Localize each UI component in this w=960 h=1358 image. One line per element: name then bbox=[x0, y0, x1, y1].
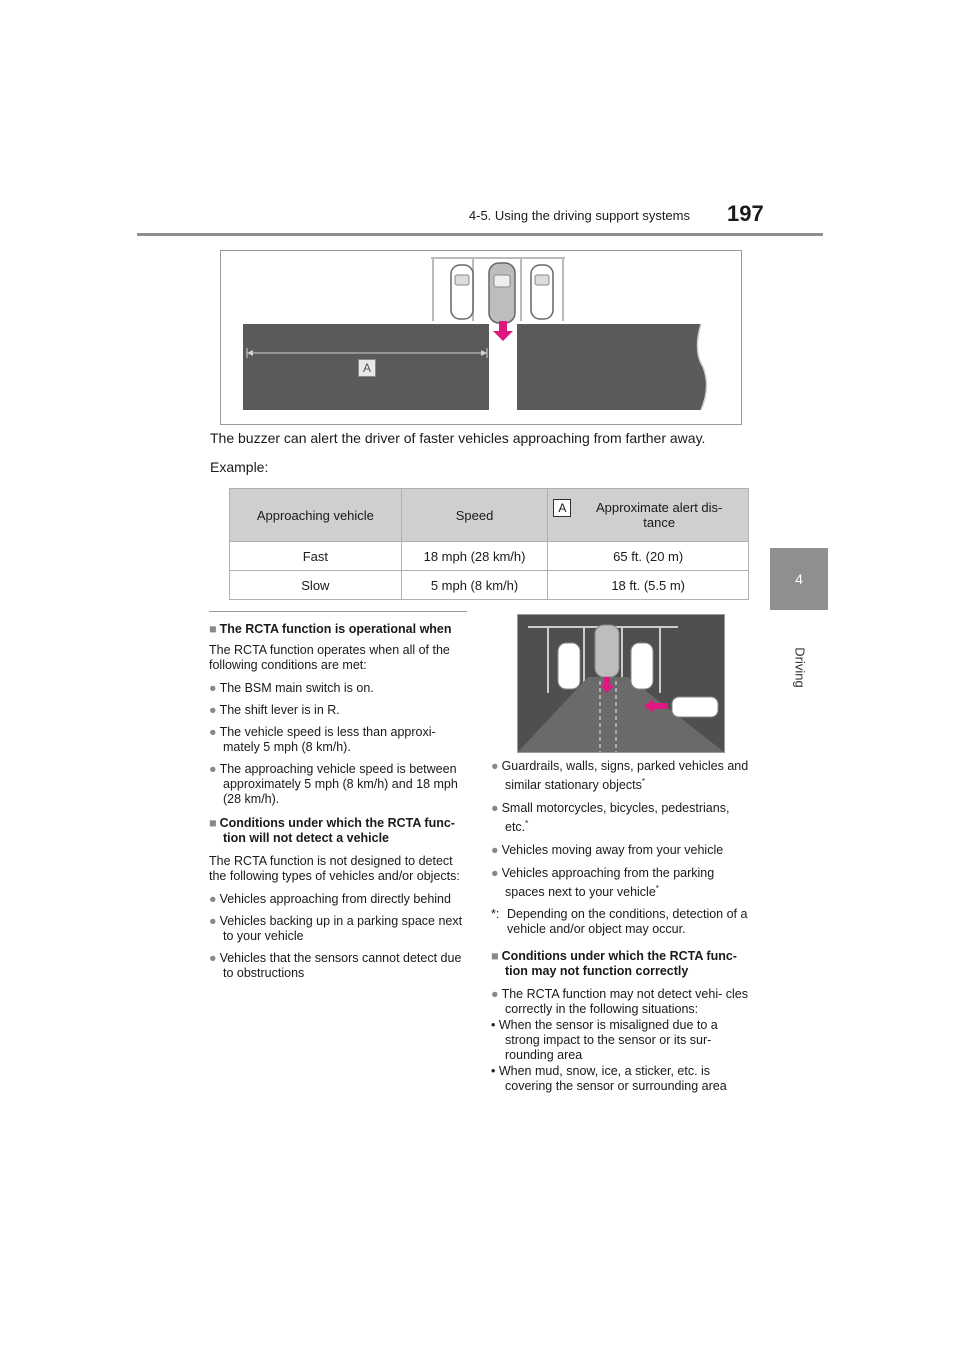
paragraph: The RCTA function is not designed to detect the following types of vehicles and/or objects: bbox=[209, 854, 460, 883]
parked-car-left bbox=[451, 265, 473, 319]
right-column bbox=[491, 759, 753, 1094]
rcta-illustration bbox=[518, 615, 724, 752]
section-heading: ■ Conditions under which the RCTA func- tion may not function correctly bbox=[491, 949, 753, 979]
header-rule bbox=[137, 233, 823, 236]
section-heading: ■ Conditions under which the RCTA func- tion will not detect a vehicle bbox=[209, 816, 469, 846]
parking-lot-illustration bbox=[221, 251, 741, 424]
own-car bbox=[595, 625, 619, 677]
table-row bbox=[230, 542, 749, 571]
table-header bbox=[548, 489, 749, 542]
list-item: ● Vehicles moving away from your vehicle bbox=[491, 843, 753, 858]
parked-car-right bbox=[531, 265, 553, 319]
page-number: 197 bbox=[727, 201, 764, 226]
list-item: ● Small motorcycles, bicycles, pedestrians, etc.* bbox=[491, 801, 753, 835]
list-item: ● The vehicle speed is less than approxi- mately 5 mph (8 km/h). bbox=[209, 725, 469, 755]
table-cell: Fast bbox=[230, 542, 402, 571]
paragraph: The RCTA function operates when all of the following conditions are met: bbox=[209, 643, 450, 672]
list-item: ● The RCTA function may not detect vehi- cles correctly in the following situations: bbox=[491, 987, 753, 1017]
header-text: Approximate alert dis- tance bbox=[595, 500, 723, 530]
rcta-range-figure bbox=[220, 250, 742, 425]
callout-a-label: A bbox=[553, 499, 571, 517]
backing-arrow bbox=[493, 321, 513, 341]
table-cell: 18 ft. (5.5 m) bbox=[548, 571, 749, 600]
table-cell: 5 mph (8 km/h) bbox=[401, 571, 548, 600]
chapter-label: Driving bbox=[792, 647, 808, 688]
list-item: ● Vehicles that the sensors cannot detect due to obstructions bbox=[209, 951, 469, 981]
table-cell: Slow bbox=[230, 571, 402, 600]
list-item: ● Vehicles approaching from directly behind bbox=[209, 892, 469, 907]
example-label: Example: bbox=[210, 459, 269, 475]
parked-car-right bbox=[631, 643, 653, 689]
parked-car-left bbox=[558, 643, 580, 689]
table-cell: 18 mph (28 km/h) bbox=[401, 542, 548, 571]
rcta-zone-figure bbox=[517, 614, 725, 753]
section-rule bbox=[209, 611, 467, 612]
section-heading: ■ The RCTA function is operational when bbox=[209, 622, 469, 637]
table-row bbox=[230, 571, 749, 600]
dash-item: • When the sensor is misaligned due to a strong impact to the sensor or its sur- rounding area bbox=[491, 1018, 718, 1063]
footnote: *: Depending on the conditions, detection of a vehicle and/or object may occur. bbox=[491, 907, 748, 937]
section-title: 4-5. Using the driving support systems bbox=[468, 208, 690, 223]
alert-distance-table bbox=[229, 488, 749, 600]
dash-item: • When mud, snow, ice, a sticker, etc. is covering the sensor or surrounding area bbox=[491, 1064, 727, 1094]
list-item: ● Vehicles backing up in a parking space next to your vehicle bbox=[209, 914, 469, 944]
approaching-vehicle bbox=[672, 697, 718, 717]
own-car bbox=[489, 263, 515, 323]
detection-zone-right bbox=[517, 324, 707, 410]
list-item: ● The shift lever is in R. bbox=[209, 703, 469, 718]
table-header: Speed bbox=[401, 489, 548, 542]
callout-a: A bbox=[358, 359, 376, 377]
list-item: ● Guardrails, walls, signs, parked vehicles and similar stationary objects* bbox=[491, 759, 753, 793]
chapter-tab[interactable]: 4 bbox=[770, 548, 828, 610]
left-column bbox=[209, 622, 469, 981]
list-item: ● Vehicles approaching from the parking spaces next to your vehicle* bbox=[491, 866, 753, 900]
list-item: ● The BSM main switch is on. bbox=[209, 681, 469, 696]
table-header: Approaching vehicle bbox=[230, 489, 402, 542]
table-cell: 65 ft. (20 m) bbox=[548, 542, 749, 571]
list-item: ● The approaching vehicle speed is between approximately 5 mph (8 km/h) and 18 mph (28 km/h). bbox=[209, 762, 469, 807]
intro-text: The buzzer can alert the driver of faster vehicles approaching from farther away. bbox=[210, 430, 706, 446]
